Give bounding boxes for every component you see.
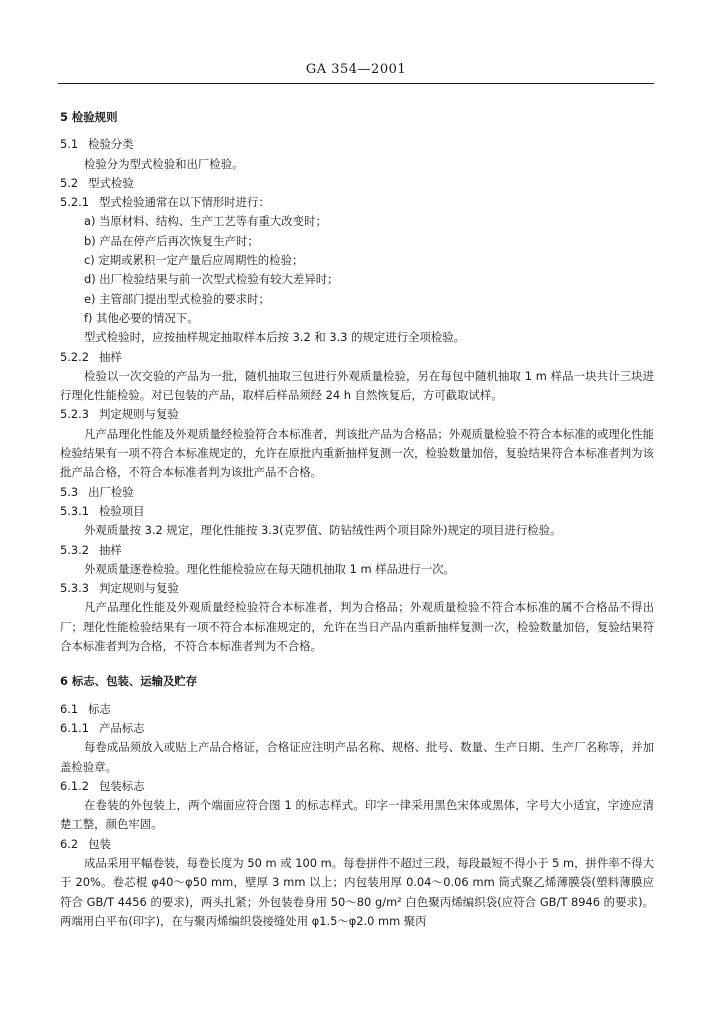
section-5-3-1-text: 外观质量按 3.2 规定，理化性能按 3.3(克罗值、防钻绒性两个项目除外)规定的项目进行检验。 (84, 523, 562, 538)
list-item-b: b) 产品在停产后再次恢复生产时； (84, 233, 259, 248)
section-5-2-1-after: 型式检验时，应按抽样规定抽取样本后按 3.2 和 3.3 的规定进行全项检验。 (84, 330, 466, 345)
section-5-title: 5 检验规则 (60, 110, 118, 124)
list-item-a: a) 当原材料、结构、生产工艺等有重大改变时； (84, 214, 327, 229)
section-5-3-3-text: 凡产品理化性能及外观质量经检验符合本标准者，判为合格品；外观质量检验不符合本标准的属不合格品不得出厂；理化性能检验结果有一项不符合本标准规定的，允许在当日产品内重新抽样复测一次，检验数量加倍，复验结果符合本标准者判为合格，不符合本标准者判为不合格。 (60, 600, 654, 654)
section-5-1-text: 检验分为型式检验和出厂检验。 (84, 156, 244, 171)
document-body (60, 102, 654, 931)
section-6-1-1-text: 每卷成品须放入或贴上产品合格证，合格证应注明产品名称、规格、批号、数量、生产日期、生产厂名称等，并加盖检验章。 (60, 740, 654, 774)
section-5-1-heading: 5.1 检验分类 (60, 137, 134, 152)
list-item-f: f) 其他必要的情况下。 (84, 310, 199, 325)
section-6-1-heading: 6.1 标志 (60, 701, 111, 716)
section-5-2-3-text: 凡产品理化性能及外观质量经检验符合本标准者，判该批产品为合格品；外观质量检验不符合本标准的或理化性能检验结果有一项不符合本标准规定的，允许在原批内重新抽样复测一次，检验数量加倍，复验结果符合本标准者判为该批产品合格，不符合本标准者判为该批产品不合格。 (60, 426, 654, 480)
section-5-2-2-heading: 5.2.2 抽样 (60, 349, 122, 364)
section-5-3-2-text: 外观质量逐卷检验。理化性能检验应在每天随机抽取 1 m 样品进行一次。 (84, 561, 455, 576)
section-5-3-1-heading: 5.3.1 检验项目 (60, 503, 145, 518)
section-6-1-1-heading: 6.1.1 产品标志 (60, 720, 145, 735)
section-5-3-2-heading: 5.3.2 抽样 (60, 542, 122, 557)
section-5-3-heading: 5.3 出厂检验 (60, 484, 134, 499)
section-6-2-heading: 6.2 包装 (60, 836, 111, 851)
list-item-d: d) 出厂检验结果与前一次型式检验有较大差异时； (84, 272, 339, 287)
section-gap (60, 656, 654, 666)
section-6-1-2-text: 在卷装的外包装上，两个端面应符合图 1 的标志样式。印字一律采用黑色宋体或黑体，字号大小适宜，字迹应清楚工整，颜色牢固。 (60, 798, 654, 832)
section-6-title: 6 标志、包装、运输及贮存 (60, 674, 198, 689)
header-rule (58, 83, 654, 84)
section-5-3-3-heading: 5.3.3 判定规则与复验 (60, 581, 179, 596)
list-item-c: c) 定期或累积一定产量后应周期性的检验； (84, 253, 304, 268)
page-header-code: GA 354—2001 (305, 62, 407, 77)
section-5-2-heading: 5.2 型式检验 (60, 175, 134, 190)
section-5-2-3-heading: 5.2.3 判定规则与复验 (60, 407, 179, 422)
section-5-2-1-heading: 5.2.1 型式检验通常在以下情形时进行： (60, 195, 270, 210)
section-6-1-2-heading: 6.1.2 包装标志 (60, 778, 145, 793)
section-6-2-text: 成品采用平幅卷装，每卷长度为 50 m 或 100 m。每卷拼件不超过三段，每段最短不得小于 5 m，拼件率不得大于 20%。卷芯棍 φ40～φ50 mm，壁厚 3 mm 以上；内包装用厚 0.04～0.06 mm 筒式聚乙烯薄膜袋(塑料薄膜应符合 GB/T 4456 的要求)，两头扎紧；外包装卷身用 50～80 g/m² 白色聚丙烯编织袋(应符合 GB/T 8946 的要求)。两端用白平布(印字)，在与聚丙烯编织袋接缝处用 φ1.5～φ2.0 mm 聚丙 (60, 855, 654, 928)
section-5-2-2-text: 检验以一次交验的产品为一批，随机抽取三包进行外观质量检验，另在每包中随机抽取 1 m 样品一块共计三块进行理化性能检验。对已包装的产品，取样后样品须经 24 h 自然恢复后，方可截取试样。 (60, 368, 654, 403)
list-item-e: e) 主管部门提出型式检验的要求时； (84, 291, 270, 306)
